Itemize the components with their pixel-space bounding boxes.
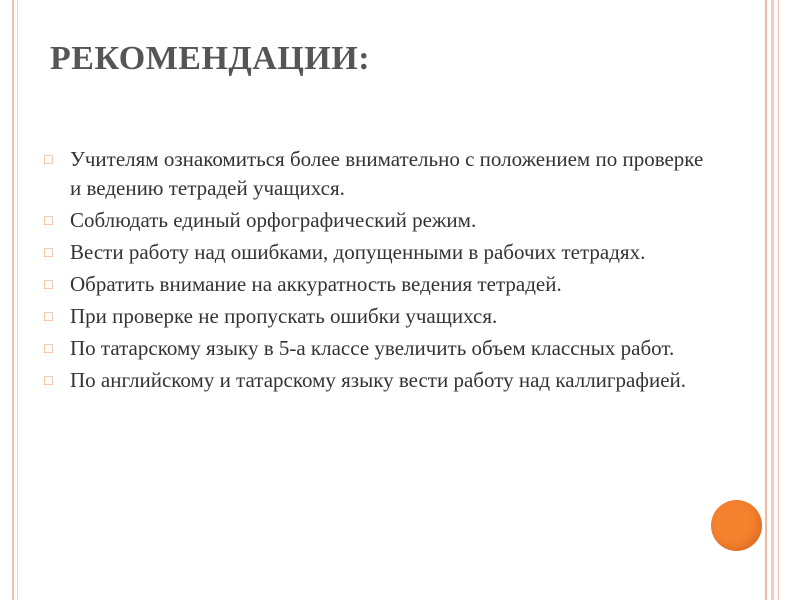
right-border-line [778,0,779,600]
list-item [44,145,704,203]
bullet-icon: □ [44,342,53,357]
list-item-text: Учителям ознакомиться более внимательно с положением по проверке и ведению тетрадей учащихся. [70,147,704,200]
right-border-line [771,0,774,600]
bullet-icon: □ [44,246,53,261]
list-item-text: Соблюдать единый орфографический режим. [70,208,477,232]
list-item [44,206,704,235]
bullet-icon: □ [44,278,53,293]
list-item [44,270,704,299]
bullet-icon: □ [44,214,53,229]
bullet-icon: □ [44,310,53,325]
list-item-text: По английскому и татарскому языку вести работу над каллиграфией. [70,368,687,392]
list-item [44,334,704,363]
left-border-line [12,0,14,600]
bullet-icon: □ [44,374,53,389]
right-border-line [765,0,767,600]
list-item [44,302,704,331]
list-item-text: Обратить внимание на аккуратность ведения тетрадей. [70,272,562,296]
decorative-circle-icon [711,500,762,551]
bullet-icon: □ [44,153,53,168]
list-item [44,238,704,267]
list-item-text: Вести работу над ошибками, допущенными в рабочих тетрадях. [70,240,646,264]
left-border-line [17,0,18,600]
recommendations-list [44,145,704,398]
slide-title: РЕКОМЕНДАЦИИ: [50,40,371,77]
list-item-text: По татарскому языку в 5-а классе увеличить объем классных работ. [70,336,675,360]
list-item-text: При проверке не пропускать ошибки учащихся. [70,304,498,328]
list-item [44,366,704,395]
